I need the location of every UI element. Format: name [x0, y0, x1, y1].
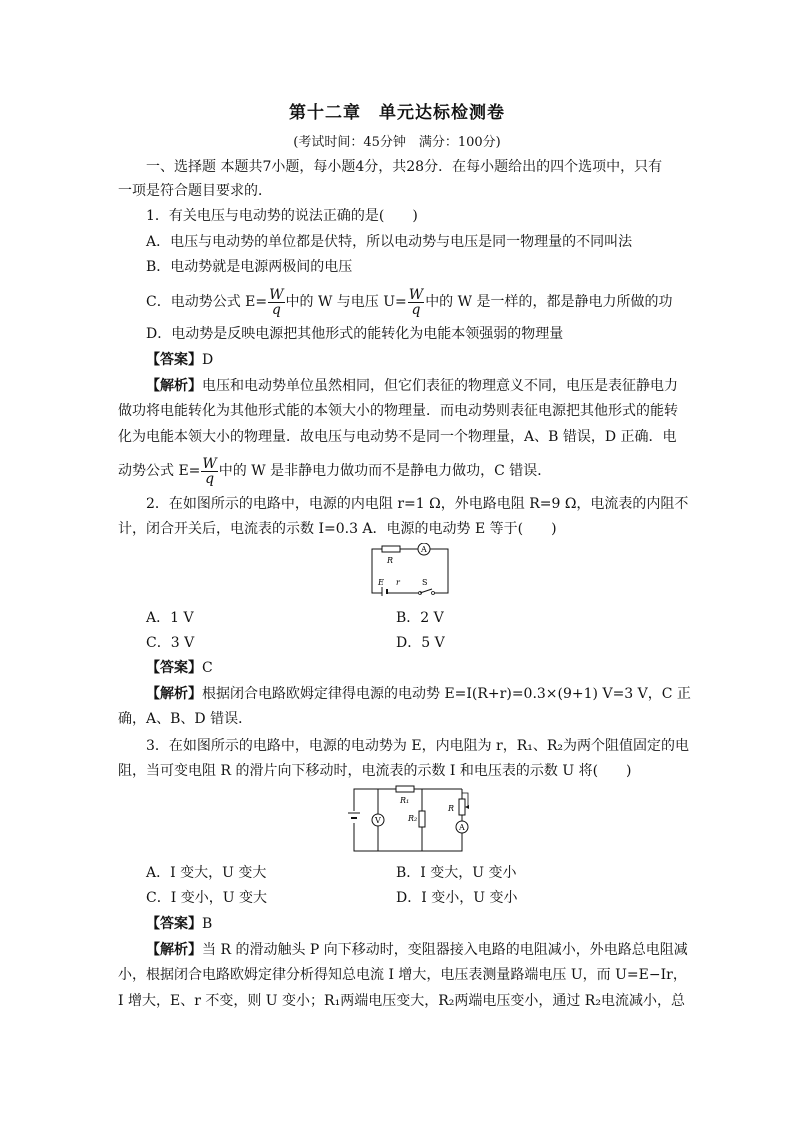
- analysis-text: 根据闭合电路欧姆定律得电源的电动势 E=I(R+r)=0.3×(9+1) V=3 V，C 正: [202, 686, 691, 702]
- q2-circuit-diagram: [368, 543, 452, 599]
- q1-option-c-mid: 中的 W 与电压 U=: [285, 294, 407, 310]
- q3-analysis-line2: 小，根据闭合电路欧姆定律分析得知总电流 I 增大，电压表测量路端电压 U，而 U=E−Ir，: [118, 967, 687, 983]
- q1-option-a: A．电压与电动势的单位都是伏特，所以电动势与电压是同一物理量的不同叫法: [146, 234, 633, 250]
- q2-analysis-line1: [146, 684, 691, 704]
- page-title: 第十二章 单元达标检测卷: [289, 103, 505, 123]
- answer-tag: 【答案】: [146, 660, 202, 676]
- answer-value: B: [202, 916, 213, 932]
- q2-answer: [146, 658, 213, 678]
- q1-option-d: D．电动势是反映电源把其他形式的能转化为电能本领强弱的物理量: [146, 326, 564, 342]
- q1-analysis-line4: [118, 455, 551, 487]
- label-ammeter: A: [421, 545, 427, 554]
- q1-option-c-pre: C．电动势公式 E=: [146, 294, 268, 310]
- analysis-tag: 【解析】: [146, 378, 202, 394]
- analysis-text: 电压和电动势单位虽然相同，但它们表征的物理意义不同，电压是表征静电力: [202, 378, 678, 394]
- q3-option-b: B．I 变大，U 变小: [396, 865, 517, 881]
- label-ammeter: A: [459, 823, 465, 832]
- fraction-denominator: q: [271, 301, 281, 318]
- fraction-numerator: W: [202, 455, 217, 472]
- resistor-r: [382, 546, 400, 552]
- q3-stem-line2: 阻，当可变电阻 R 的滑片向下移动时，电流表的示数 I 和电压表的示数 U 将( ): [118, 763, 632, 779]
- q3-stem-line1: 3．在如图所示的电路中，电源的电动势为 E，内电阻为 r，R₁、R₂为两个阻值固定的电: [146, 738, 690, 754]
- section-intro-line2: 一项是符合题目要求的．: [118, 183, 272, 199]
- analysis-text-pre: 动势公式 E=: [118, 463, 201, 479]
- slider-arrow-icon: [465, 805, 469, 809]
- q1-analysis-line2: 做功将电能转化为其他形式能的本领大小的物理量．而电动势则表征电源把其他形式的能转: [118, 403, 678, 419]
- q2-option-d: D．5 V: [396, 635, 445, 651]
- q1-option-b: B．电动势就是电源两极间的电压: [146, 259, 353, 275]
- resistor-r1: [396, 786, 414, 792]
- fraction-numerator: W: [408, 286, 424, 303]
- q1-option-c: [146, 286, 672, 318]
- resistor-r2: [419, 811, 425, 827]
- label-voltmeter: V: [375, 816, 381, 825]
- analysis-text-post: 中的 W 是非静电力做功而不是静电力做功，C 错误．: [218, 463, 552, 479]
- answer-value: C: [202, 660, 213, 676]
- q2-analysis-line2: 确，A、B、D 错误．: [118, 711, 253, 727]
- answer-tag: 【答案】: [146, 916, 202, 932]
- answer-value: D: [202, 352, 214, 368]
- q3-analysis-line1: [146, 940, 688, 960]
- q2-stem-line2: 计，闭合开关后，电流表的示数 I=0.3 A．电源的电动势 E 等于( ): [118, 521, 557, 537]
- q1-analysis-line1: [146, 376, 678, 396]
- q1-option-c-post: 中的 W 是一样的，都是静电力所做的功: [425, 294, 673, 310]
- analysis-text: 当 R 的滑动触头 P 向下移动时，变阻器接入电路的电阻减小，外电路总电阻减: [202, 942, 688, 958]
- label-emf: E: [378, 578, 384, 587]
- formula-fraction: [201, 457, 217, 486]
- q1-stem: 1．有关电压与电动势的说法正确的是( ): [146, 208, 418, 224]
- label-r-resistor: R: [387, 556, 394, 565]
- q2-option-a: A．1 V: [146, 610, 194, 626]
- q2-option-b: B．2 V: [396, 610, 444, 626]
- fraction-numerator: W: [269, 286, 284, 303]
- q1-analysis-line3: 化为电能本领大小的物理量．故电压与电动势不是同一个物理量，A、B 错误，D 正确．电: [118, 429, 677, 445]
- label-rheostat: R: [448, 804, 455, 813]
- q2-stem-line1: 2．在如图所示的电路中，电源的内电阻 r=1 Ω，外电路电阻 R=9 Ω，电流表的内阻不: [146, 496, 689, 512]
- exam-info: (考试时间：45分钟 满分：100分): [293, 135, 501, 150]
- formula-fraction: [268, 288, 284, 317]
- rheostat-r: [459, 799, 465, 815]
- q3-analysis-line3: I 增大，E、r 不变，则 U 变小；R₁两端电压变大，R₂两端电压变小，通过 R₂电流减小，总: [118, 993, 685, 1009]
- q3-option-d: D．I 变小，U 变小: [396, 890, 518, 906]
- analysis-tag: 【解析】: [146, 942, 202, 958]
- label-internal-r: r: [396, 578, 400, 587]
- q3-answer: [146, 914, 212, 934]
- analysis-tag: 【解析】: [146, 686, 202, 702]
- answer-tag: 【答案】: [146, 352, 202, 368]
- q3-circuit-diagram: [344, 783, 472, 857]
- label-switch: S: [422, 578, 428, 587]
- q3-option-a: A．I 变大，U 变大: [146, 865, 267, 881]
- formula-fraction: [408, 288, 424, 317]
- section-intro-line1: 一、选择题 本题共7小题，每小题4分，共28分．在每小题给出的四个选项中，只有: [146, 159, 663, 175]
- q1-answer: [146, 350, 213, 370]
- switch-contact: [432, 592, 435, 595]
- fraction-denominator: q: [411, 301, 421, 318]
- fraction-denominator: q: [205, 470, 215, 487]
- label-r2: R₂: [408, 814, 418, 823]
- q3-option-c: C．I 变小，U 变大: [146, 890, 267, 906]
- q2-option-c: C．3 V: [146, 635, 195, 651]
- label-r1: R₁: [400, 796, 410, 805]
